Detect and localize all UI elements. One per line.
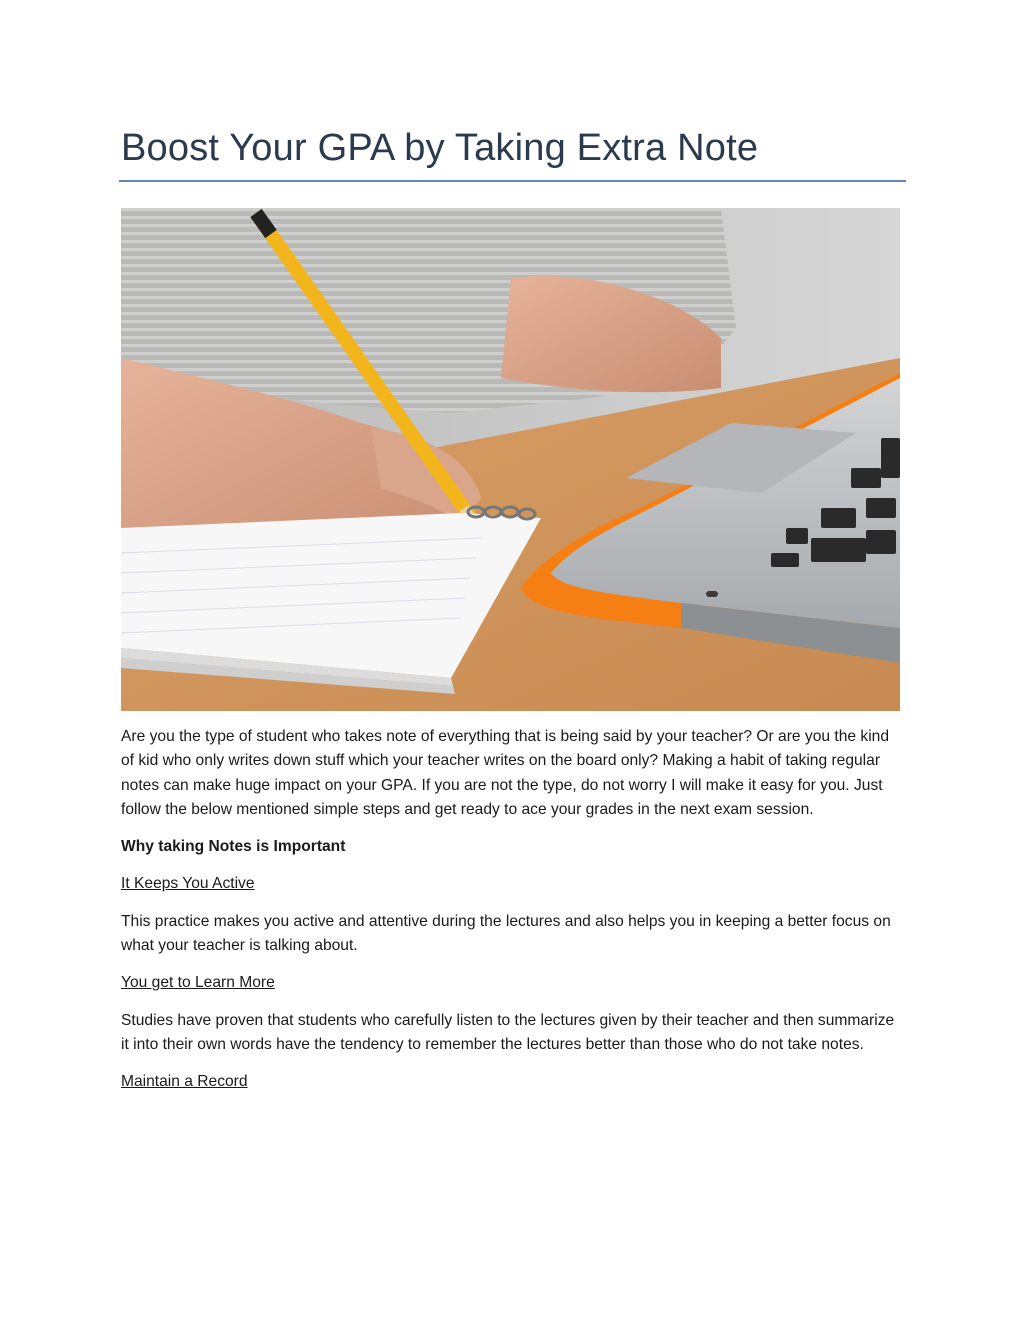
subheading-keeps-active: It Keeps You Active bbox=[121, 875, 255, 893]
intro-paragraph: Are you the type of student who takes note of everything that is being said by your teacher? Or are you the kind of kid who only writes down stuff which your teacher writes on the board only? Making a habit of taking regular notes can make huge impact on your GPA. If you are not the type, do not worry I will make it easy for you. Just follow the below mentioned simple steps and get ready to ace your grades in the next exam session. bbox=[121, 728, 890, 818]
subheading-learn-more: You get to Learn More bbox=[121, 974, 275, 992]
paragraph-keeps-active: This practice makes you active and attentive during the lectures and also helps you in keeping a better focus on what your teacher is talking about. bbox=[121, 912, 891, 955]
title-underline-rule bbox=[119, 180, 906, 182]
paragraph-learn-more: Studies have proven that students who carefully listen to the lectures given by their teacher and then summarize it into their own words have the tendency to remember the lectures better than those who do not take notes. bbox=[121, 1011, 895, 1053]
subheading-maintain-record: Maintain a Record bbox=[121, 1073, 248, 1091]
article-body bbox=[121, 725, 903, 1108]
student-taking-notes-photo bbox=[121, 208, 900, 711]
section-heading: Why taking Notes is Important bbox=[121, 838, 346, 856]
page-title: Boost Your GPA by Taking Extra Note bbox=[121, 127, 759, 169]
